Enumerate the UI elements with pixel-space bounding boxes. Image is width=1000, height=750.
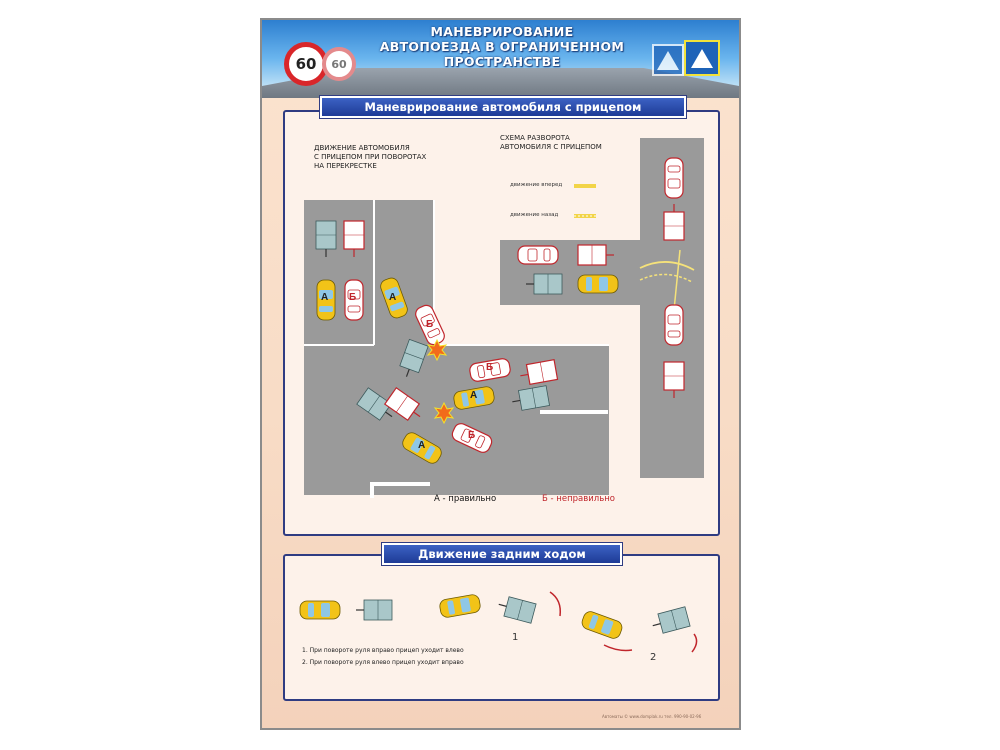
- reverse-car-straight: [300, 601, 340, 619]
- marker-b: Б: [486, 362, 494, 373]
- legend-forward-label: движение вперед: [510, 182, 563, 188]
- trailer-swing-arc: [550, 592, 560, 616]
- marker-a: А: [470, 390, 478, 401]
- reverse-note-1: 1. При повороте руля вправо прицеп уходит влево: [302, 647, 464, 654]
- poster: [260, 18, 741, 730]
- speed-sign-small-value: 60: [331, 57, 347, 71]
- reverse-car-2: [580, 610, 624, 641]
- trailer-swing-arc: [692, 634, 697, 652]
- poster-footer: Автоматы © www.domplak.ru тел. 990-90-02-96: [602, 714, 702, 719]
- reverse-trailer-straight: [356, 600, 392, 620]
- legend-backward-label: движение назад: [510, 212, 559, 218]
- reverse-car-1: [439, 594, 482, 619]
- speed-sign-value: 60: [295, 55, 317, 73]
- section-title-maneuvering: Маневрирование автомобиля с прицепом: [320, 96, 686, 118]
- marker-a: А: [321, 292, 329, 303]
- caption-correct: А - правильно: [434, 494, 497, 504]
- poster-title: МАНЕВРИРОВАНИЕ АВТОПОЕЗДА В ОГРАНИЧЕННОМ ПРОСТРАНСТВЕ: [379, 24, 625, 69]
- uturn-label: СХЕМА РАЗВОРОТА АВТОМОБИЛЯ С ПРИЦЕПОМ: [500, 134, 602, 151]
- reverse-trailer-1: [496, 595, 536, 624]
- marker-a: А: [418, 440, 426, 451]
- reverse-trailer-2: [650, 607, 690, 636]
- section-title-reverse: Движение задним ходом: [382, 543, 622, 565]
- marker-b: Б: [468, 430, 476, 441]
- marker-b: Б: [426, 319, 434, 330]
- reverse-diagram: [262, 20, 739, 730]
- marker-b: Б: [349, 292, 357, 303]
- step-2-label: 2: [650, 652, 657, 663]
- intersection-label: ДВИЖЕНИЕ АВТОМОБИЛЯ С ПРИЦЕПОМ ПРИ ПОВОРОТАХ НА ПЕРЕКРЕСТКЕ: [314, 144, 427, 170]
- trailer-swing-arc: [604, 645, 632, 650]
- reverse-note-2: 2. При повороте руля влево прицеп уходит вправо: [302, 659, 464, 666]
- step-1-label: 1: [512, 632, 519, 643]
- caption-wrong: Б - неправильно: [542, 494, 615, 504]
- marker-a: А: [389, 292, 397, 303]
